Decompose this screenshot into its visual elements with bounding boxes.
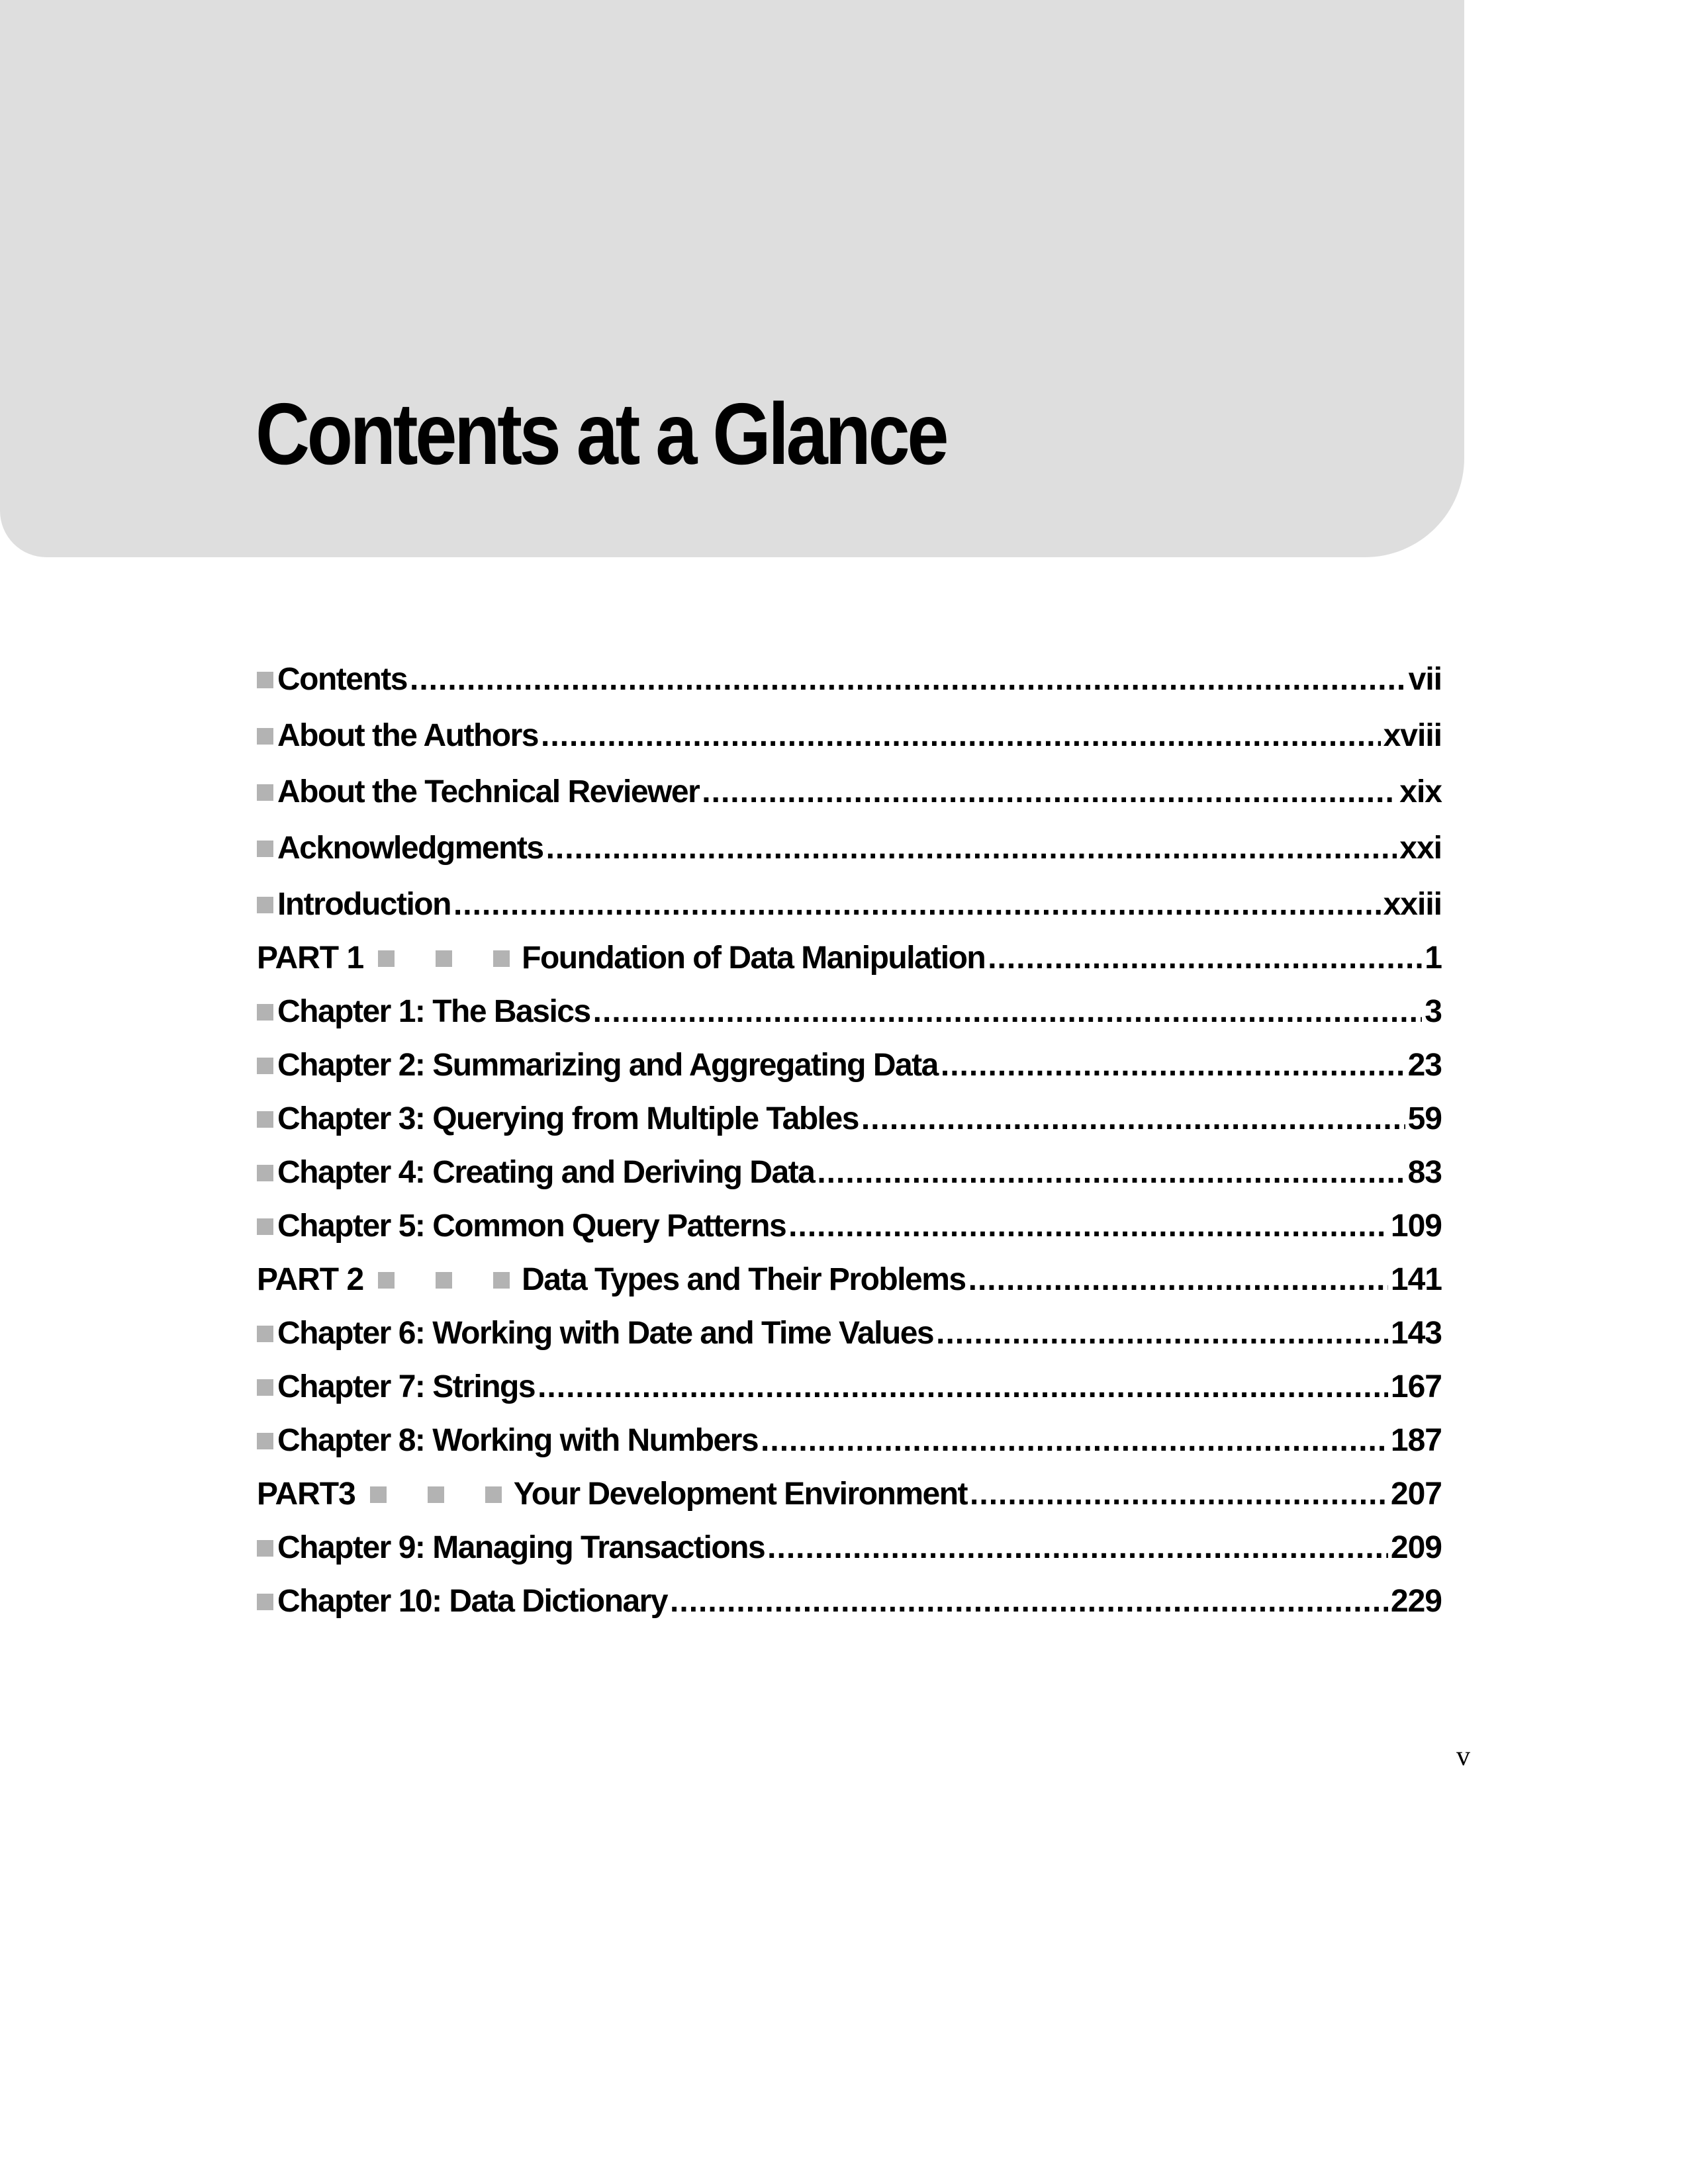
toc-entry-label: Chapter 2: Summarizing and Aggregating Data	[277, 1048, 938, 1083]
toc-entry-page: xxi	[1399, 831, 1442, 866]
square-bullet-icon	[257, 784, 273, 801]
dot-leader	[538, 1371, 1388, 1403]
dot-leader	[936, 1318, 1388, 1349]
toc-entry-label: Chapter 7: Strings	[277, 1369, 536, 1404]
dot-leader	[861, 1103, 1405, 1135]
toc-part-page: 207	[1390, 1477, 1442, 1512]
dot-leader	[788, 1210, 1388, 1242]
toc-entry[interactable]	[257, 983, 1442, 1037]
toc-entry-label: Chapter 1: The Basics	[277, 994, 590, 1029]
square-bullet-icon	[485, 1486, 502, 1503]
square-bullet-icon	[257, 897, 273, 913]
toc-entry-label: Chapter 6: Working with Date and Time Values	[277, 1316, 934, 1351]
toc-part-page: 141	[1390, 1262, 1442, 1297]
toc-entry[interactable]	[257, 1359, 1442, 1412]
toc-entry[interactable]	[257, 1305, 1442, 1359]
toc-entry[interactable]	[257, 1037, 1442, 1091]
square-bullet-icon	[257, 841, 273, 857]
square-bullet-icon	[436, 1272, 452, 1289]
square-bullet-icon	[257, 672, 273, 688]
square-bullet-icon	[378, 950, 395, 967]
square-bullet-icon	[378, 1272, 395, 1289]
toc-entry-label: Chapter 5: Common Query Patterns	[277, 1208, 786, 1244]
toc-entry-page: 143	[1390, 1316, 1442, 1351]
toc-entry-page: xviii	[1383, 718, 1442, 753]
toc-entry[interactable]	[257, 1412, 1442, 1466]
toc-entry-page: 229	[1390, 1584, 1442, 1619]
toc-entry-page: 23	[1407, 1048, 1442, 1083]
square-bullet-icon	[257, 1165, 273, 1181]
toc-entry[interactable]	[257, 1573, 1442, 1627]
toc-entry-label: About the Authors	[277, 718, 538, 753]
toc-part[interactable]	[257, 930, 1442, 983]
toc-entry-page: xxiii	[1383, 887, 1442, 922]
toc-entry[interactable]	[257, 1520, 1442, 1573]
square-bullet-icon	[257, 1379, 273, 1396]
toc-entry[interactable]	[257, 874, 1442, 930]
toc-entry-page: 187	[1390, 1423, 1442, 1458]
square-bullet-icon	[257, 1004, 273, 1021]
toc-entry-label: Acknowledgments	[277, 831, 543, 866]
toc-entry-label: Chapter 9: Managing Transactions	[277, 1530, 765, 1565]
toc-entry-page: xix	[1399, 774, 1442, 809]
toc-entry-page: 167	[1390, 1369, 1442, 1404]
part-bullets	[370, 1488, 502, 1504]
toc-part-page: 1	[1425, 940, 1442, 976]
toc-entry-label: About the Technical Reviewer	[277, 774, 700, 809]
square-bullet-icon	[436, 950, 452, 967]
dot-leader	[702, 776, 1397, 808]
dot-leader	[988, 942, 1422, 974]
square-bullet-icon	[493, 1272, 510, 1289]
square-bullet-icon	[257, 1326, 273, 1342]
toc-entry[interactable]	[257, 705, 1442, 761]
toc-part-label: PART 2	[257, 1262, 364, 1297]
square-bullet-icon	[257, 1218, 273, 1235]
toc-entry-label: Chapter 8: Working with Numbers	[277, 1423, 759, 1458]
toc-entry[interactable]	[257, 817, 1442, 874]
dot-leader	[546, 833, 1397, 864]
square-bullet-icon	[257, 1433, 273, 1449]
toc-entry[interactable]	[257, 1198, 1442, 1251]
toc-part-label: PART 1	[257, 940, 364, 976]
toc-entry[interactable]	[257, 1091, 1442, 1144]
dot-leader	[453, 889, 1381, 921]
square-bullet-icon	[257, 1540, 273, 1557]
toc-entry-page: vii	[1408, 662, 1442, 697]
dot-leader	[941, 1050, 1405, 1081]
toc-part-title: Your Development Environment	[513, 1477, 968, 1512]
square-bullet-icon	[493, 950, 510, 967]
toc-entry-page: 83	[1407, 1155, 1442, 1190]
square-bullet-icon	[257, 728, 273, 745]
toc-entry[interactable]	[257, 1144, 1442, 1198]
dot-leader	[541, 720, 1381, 752]
dot-leader	[593, 996, 1423, 1028]
toc-entry-label: Introduction	[277, 887, 451, 922]
toc-part[interactable]	[257, 1466, 1442, 1520]
toc-part-title: Data Types and Their Problems	[522, 1262, 966, 1297]
dot-leader	[968, 1264, 1388, 1296]
toc-entry-page: 59	[1407, 1101, 1442, 1136]
toc-part[interactable]	[257, 1251, 1442, 1305]
toc-entry-label: Chapter 4: Creating and Deriving Data	[277, 1155, 815, 1190]
dot-leader	[970, 1479, 1388, 1510]
toc-entry-label: Chapter 10: Data Dictionary	[277, 1584, 668, 1619]
dot-leader	[817, 1157, 1405, 1189]
page-folio: v	[1456, 1741, 1470, 1772]
square-bullet-icon	[257, 1594, 273, 1610]
square-bullet-icon	[257, 1058, 273, 1074]
toc-entry-page: 3	[1425, 994, 1442, 1029]
part-bullets	[378, 1273, 510, 1290]
toc-entry-page: 109	[1390, 1208, 1442, 1244]
dot-leader	[410, 664, 1406, 696]
part-bullets	[378, 952, 510, 968]
toc-entry-label: Contents	[277, 662, 407, 697]
dot-leader	[670, 1586, 1388, 1617]
toc-entry[interactable]	[257, 761, 1442, 817]
toc-entry[interactable]	[257, 649, 1442, 705]
dot-leader	[761, 1425, 1388, 1457]
toc-part-title: Foundation of Data Manipulation	[522, 940, 986, 976]
square-bullet-icon	[370, 1486, 387, 1503]
page-title: Contents at a Glance	[256, 385, 947, 482]
square-bullet-icon	[257, 1111, 273, 1128]
dot-leader	[767, 1532, 1388, 1564]
toc-entry-label: Chapter 3: Querying from Multiple Tables	[277, 1101, 859, 1136]
toc-entry-page: 209	[1390, 1530, 1442, 1565]
toc-part-label: PART3	[257, 1477, 355, 1512]
toc-list	[257, 649, 1442, 1627]
square-bullet-icon	[428, 1486, 444, 1503]
